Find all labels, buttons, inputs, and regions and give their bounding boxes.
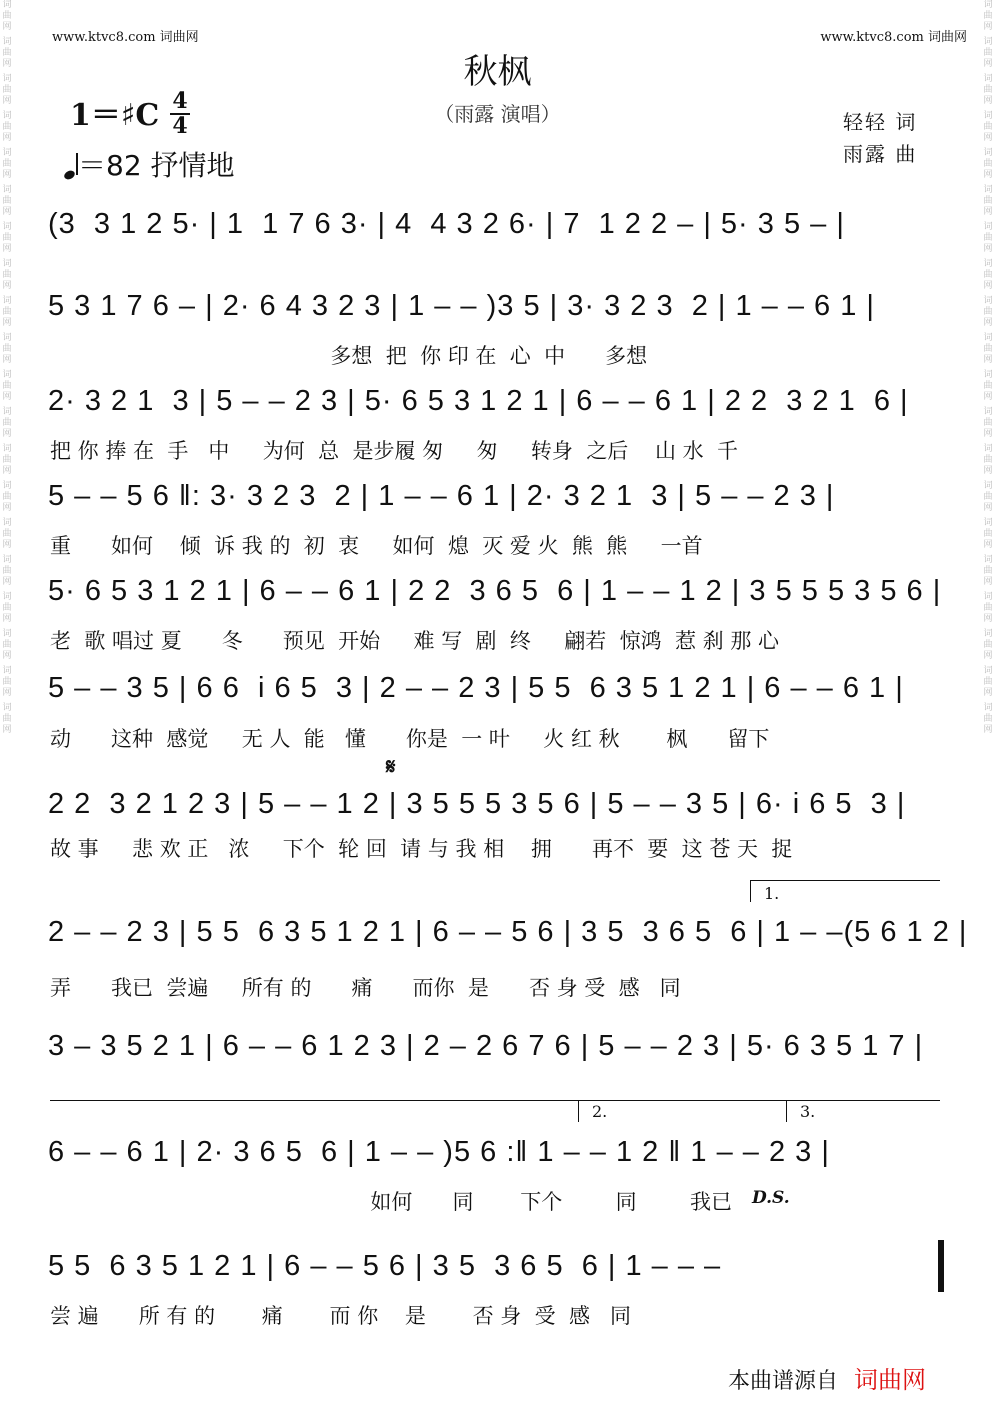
lyric-line-10: 如何 同 下个 同 我已 — [50, 1190, 732, 1214]
tempo-text: ＝82 抒情地 — [78, 149, 235, 182]
side-watermark-left — [0, 0, 14, 1424]
time-signature — [170, 90, 190, 138]
ending-3-bracket-edge — [786, 1100, 787, 1122]
site-header-right[interactable]: www.ktvc8.com 词曲网 — [820, 30, 967, 45]
side-watermark-text: 词曲网 — [983, 481, 993, 513]
side-watermark-text: 词曲网 — [2, 555, 12, 587]
side-watermark-text: 词曲网 — [983, 444, 993, 476]
side-watermark-text: 词曲网 — [983, 518, 993, 550]
side-watermark-text: 词曲网 — [2, 259, 12, 291]
side-watermark-text: 词曲网 — [983, 666, 993, 698]
lyricist-credit: 轻轻 词 — [843, 110, 918, 134]
lyric-line-8: 弄 我已 尝遍 所有 的 痛 而你 是 否 身 受 感 同 — [50, 976, 681, 1000]
lyric-line-2: 多想 把 你 印 在 心 中 多想 — [50, 344, 648, 368]
time-denominator: 4 — [170, 113, 190, 138]
time-numerator: 4 — [172, 88, 188, 114]
staff-line-4: 5 – – 5 6 ‖: 3· 3 2 3 2 | 1 – – 6 1 | 2· 3 2 1 3 | 5 – – 2 3 | — [48, 480, 835, 512]
side-watermark-text: 词曲网 — [983, 74, 993, 106]
side-watermark-text: 词曲网 — [2, 518, 12, 550]
staff-line-5: 5· 6 5 3 1 2 1 | 6 – – 6 1 | 2 2 3 6 5 6 | 1 – – 1 2 | 3 5 5 5 3 5 6 | — [48, 575, 942, 607]
side-watermark-text: 词曲网 — [983, 629, 993, 661]
final-barline — [938, 1240, 944, 1292]
side-watermark-text: 词曲网 — [983, 703, 993, 735]
side-watermark-text: 词曲网 — [2, 592, 12, 624]
side-watermark-text: 词曲网 — [2, 333, 12, 365]
source-label: 本曲谱源自 — [728, 1369, 839, 1394]
side-watermark-text: 词曲网 — [2, 481, 12, 513]
side-watermark-text: 词曲网 — [2, 0, 12, 32]
ending-1-label: 1. — [764, 884, 780, 903]
side-watermark-text: 词曲网 — [2, 296, 12, 328]
composer-credit: 雨露 曲 — [843, 142, 918, 166]
side-watermark-text: 词曲网 — [2, 148, 12, 180]
lyric-line-3: 把 你 捧 在 手 中 为何 总 是步履 匆 匆 转身 之后 山 水 千 — [50, 439, 738, 463]
staff-line-8: 2 – – 2 3 | 5 5 6 3 5 1 2 1 | 6 – – 5 6 | 3 5 3 6 5 6 | 1 – –(5 6 1 2 | — [48, 916, 968, 948]
site-header-left[interactable]: www.ktvc8.com 词曲网 — [52, 30, 199, 45]
side-watermark-text: 词曲网 — [983, 259, 993, 291]
side-watermark-text: 词曲网 — [983, 407, 993, 439]
ending-2-label: 2. — [592, 1102, 608, 1121]
side-watermark-text: 词曲网 — [983, 111, 993, 143]
staff-line-9: 3 – 3 5 2 1 | 6 – – 6 1 2 3 | 2 – 2 6 7 6 | 5 – – 2 3 | 5· 6 3 5 1 7 | — [48, 1030, 924, 1062]
side-watermark-text: 词曲网 — [2, 444, 12, 476]
side-watermark-text: 词曲网 — [983, 185, 993, 217]
side-watermark-text: 词曲网 — [2, 185, 12, 217]
side-watermark-text: 词曲网 — [2, 370, 12, 402]
side-watermark-text: 词曲网 — [2, 703, 12, 735]
side-watermark-text: 词曲网 — [2, 37, 12, 69]
song-singer: （雨露 演唱） — [434, 102, 561, 126]
staff-line-3: 2· 3 2 1 3 | 5 – – 2 3 | 5· 6 5 3 1 2 1 | 6 – – 6 1 | 2 2 3 2 1 6 | — [48, 385, 909, 417]
key-signature: 1＝♯C — [70, 98, 160, 133]
ending-2-bracket-edge — [578, 1100, 579, 1122]
ending-1-continuation — [50, 1100, 940, 1101]
staff-line-10: 6 – – 6 1 | 2· 3 6 5 6 | 1 – – )5 6 :‖ 1 – – 1 2 ‖ 1 – – 2 3 | — [48, 1136, 830, 1168]
side-watermark-text: 词曲网 — [983, 222, 993, 254]
staff-line-1: (3 3 1 2 5· | 1 1 7 6 3· | 4 4 3 2 6· | 7 1 2 2 – | 5· 3 5 – | — [48, 208, 845, 240]
source-footer — [728, 1360, 926, 1395]
staff-line-7: 2 2 3 2 1 2 3 | 5 – – 1 2 | 3 5 5 5 3 5 6 | 5 – – 3 5 | 6· i 6 5 3 | — [48, 788, 906, 820]
side-watermark-text: 词曲网 — [983, 370, 993, 402]
side-watermark-text: 词曲网 — [983, 37, 993, 69]
side-watermark-text: 词曲网 — [2, 222, 12, 254]
segno-sign: 𝄋 — [386, 755, 396, 780]
source-brand-link[interactable]: 词曲网 — [854, 1366, 927, 1394]
side-watermark-text: 词曲网 — [2, 111, 12, 143]
staff-line-2: 5 3 1 7 6 – | 2· 6 4 3 2 3 | 1 – – )3 5 | 3· 3 2 3 2 | 1 – – 6 1 | — [48, 290, 875, 322]
tempo-marking — [68, 144, 235, 184]
lyric-line-11: 尝 遍 所 有 的 痛 而 你 是 否 身 受 感 同 — [50, 1304, 632, 1328]
side-watermark-text: 词曲网 — [983, 0, 993, 32]
side-watermark-text: 词曲网 — [2, 407, 12, 439]
quarter-note-icon — [68, 153, 78, 175]
staff-line-11: 5 5 6 3 5 1 2 1 | 6 – – 5 6 | 3 5 3 6 5 6 | 1 – – – — [48, 1250, 722, 1282]
side-watermark-text: 词曲网 — [983, 333, 993, 365]
side-watermark-text: 词曲网 — [2, 74, 12, 106]
song-title: 秋枫 — [463, 52, 532, 92]
ending-3-label: 3. — [800, 1102, 816, 1121]
side-watermark-text: 词曲网 — [983, 592, 993, 624]
ending-1-bracket-edge — [750, 880, 751, 902]
ds-marking: D.S. — [752, 1188, 790, 1208]
lyric-line-6: 动 这种 感觉 无 人 能 懂 你是 一 叶 火 红 秋 枫 留下 — [50, 727, 770, 751]
side-watermark-text: 词曲网 — [983, 148, 993, 180]
side-watermark-text: 词曲网 — [983, 555, 993, 587]
lyric-line-7: 故 事 悲 欢 正 浓 下个 轮 回 请 与 我 相 拥 再不 要 这 苍 天 捉 — [50, 837, 793, 861]
side-watermark-text: 词曲网 — [983, 296, 993, 328]
staff-line-6: 5 – – 3 5 | 6 6 i 6 5 3 | 2 – – 2 3 | 5 5 6 3 5 1 2 1 | 6 – – 6 1 | — [48, 672, 904, 704]
lyric-line-5: 老 歌 唱过 夏 冬 预见 开始 难 写 剧 终 翩若 惊鸿 惹 刹 那 心 — [50, 629, 780, 653]
side-watermark-text: 词曲网 — [2, 629, 12, 661]
side-watermark-right — [981, 0, 995, 1424]
ending-1-bracket — [750, 880, 940, 881]
lyric-line-4: 重 如何 倾 诉 我 的 初 衷 如何 熄 灭 爱 火 熊 熊 一首 — [50, 534, 703, 558]
side-watermark-text: 词曲网 — [2, 666, 12, 698]
